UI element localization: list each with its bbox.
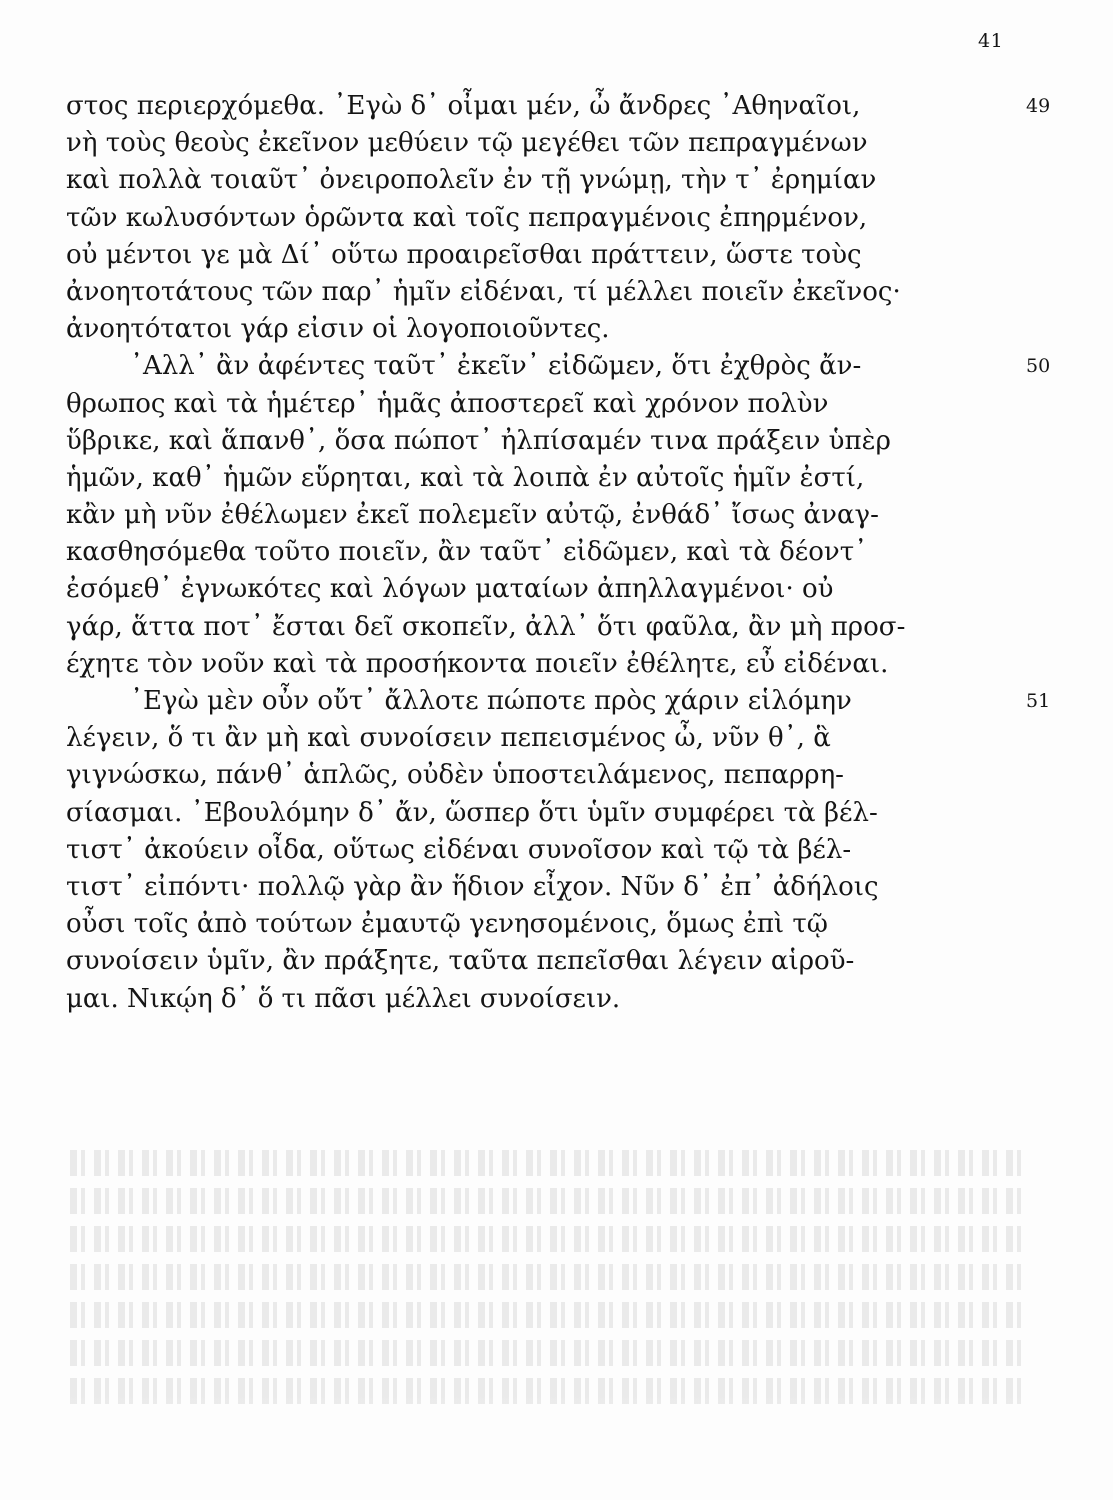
text-line: καὶ πολλὰ τοιαῦτ᾽ ὀνειροπολεῖν ἐν τῇ γνώμῃ, τὴν τ᾽ ἐρημίαν [66, 165, 877, 196]
text-line: ᾿Εγὼ μὲν οὖν οὔτ᾽ ἄλλοτε πώποτε πρὸς χάριν εἱλόμην [130, 686, 852, 716]
text-line: συνοίσειν ὑμῖν, ἂν πράξητε, ταῦτα πεπεῖσθαι λέγειν αἱροῦ- [66, 946, 855, 977]
show-through-text [70, 1150, 1030, 1450]
text-line: κασθησόμεθα τοῦτο ποιεῖν, ἂν ταῦτ᾽ εἰδῶμεν, καὶ τὰ δέοντ᾽ [66, 537, 868, 568]
text-line: κἂν μὴ νῦν ἐθέλωμεν ἐκεῖ πολεμεῖν αὐτῷ, ἐνθάδ᾽ ἴσως ἀναγ- [66, 500, 879, 531]
text-line: ᾿Αλλ᾽ ἂν ἀφέντες ταῦτ᾽ ἐκεῖν᾽ εἰδῶμεν, ὅτι ἐχθρὸς ἄν- [130, 351, 862, 382]
text-line: στος περιερχόμεθα. ᾿Εγὼ δ᾽ οἶμαι μέν, ὦ ἄνδρες ᾿Αθηναῖοι, [66, 91, 861, 121]
section-number: 50 [1026, 355, 1051, 378]
text-line: σίασμαι. ᾿Εβουλόμην δ᾽ ἄν, ὥσπερ ὅτι ὑμῖν συμφέρει τὰ βέλ- [66, 797, 878, 828]
text-line: τιστ᾽ εἰπόντι· πολλῷ γὰρ ἂν ἥδιον εἶχον. Νῦν δ᾽ ἐπ᾽ ἀδήλοις [66, 871, 879, 902]
text-block [66, 88, 1026, 1018]
text-line: ἀνοητότατοι γάρ εἰσιν οἱ λογοποιοῦντες. [66, 314, 610, 345]
section-number: 51 [1026, 690, 1051, 713]
text-line: μαι. Νικῴη δ᾽ ὅ τι πᾶσι μέλλει συνοίσειν. [66, 983, 621, 1014]
text-line: λέγειν, ὅ τι ἂν μὴ καὶ συνοίσειν πεπεισμένος ὦ, νῦν θ᾽, ἃ [66, 723, 831, 754]
text-line: νὴ τοὺς θεοὺς ἐκεῖνον μεθύειν τῷ μεγέθει τῶν πεπραγμένων [66, 128, 868, 159]
text-line: οὖσι τοῖς ἀπὸ τούτων ἐμαυτῷ γενησομένοις, ὅμως ἐπὶ τῷ [66, 909, 829, 940]
text-line: θρωπος καὶ τὰ ἡμέτερ᾽ ἡμᾶς ἀποστερεῖ καὶ χρόνον πολὺν [66, 388, 829, 419]
text-line: ἐσόμεθ᾽ ἐγνωκότες καὶ λόγων ματαίων ἀπηλλαγμένοι· οὐ [66, 574, 834, 605]
text-line: οὐ μέντοι γε μὰ Δί᾽ οὕτω προαιρεῖσθαι πράττειν, ὥστε τοὺς [66, 239, 862, 270]
text-line: τιστ᾽ ἀκούειν οἶδα, οὕτως εἰδέναι συνοῖσον καὶ τῷ τὰ βέλ- [66, 834, 852, 865]
text-line: ἡμῶν, καθ᾽ ἡμῶν εὕρηται, καὶ τὰ λοιπὰ ἐν αὐτοῖς ἡμῖν ἐστί, [66, 462, 865, 493]
text-line: τῶν κωλυσόντων ὁρῶντα καὶ τοῖς πεπραγμένοις ἐπηρμένον, [66, 202, 868, 233]
section-number: 49 [1026, 95, 1051, 117]
text-line: ὕβρικε, καὶ ἅπανθ᾽, ὅσα πώποτ᾽ ἠλπίσαμέν τινα πράξειν ὑπὲρ [66, 425, 891, 456]
text-line: ἀνοητοτάτους τῶν παρ᾽ ἡμῖν εἰδέναι, τί μέλλει ποιεῖν ἐκεῖνος· [66, 276, 901, 307]
text-line: γάρ, ἅττα ποτ᾽ ἔσται δεῖ σκοπεῖν, ἀλλ᾽ ὅτι φαῦλα, ἂν μὴ προσ- [66, 611, 906, 642]
text-line: γιγνώσκω, πάνθ᾽ ἁπλῶς, οὐδὲν ὑποστειλάμενος, πεπαρρη- [66, 760, 844, 791]
page-number: 41 [978, 30, 1004, 52]
text-line: έχητε τὸν νοῦν καὶ τὰ προσήκοντα ποιεῖν ἐθέλητε, εὖ εἰδέναι. [66, 648, 889, 679]
